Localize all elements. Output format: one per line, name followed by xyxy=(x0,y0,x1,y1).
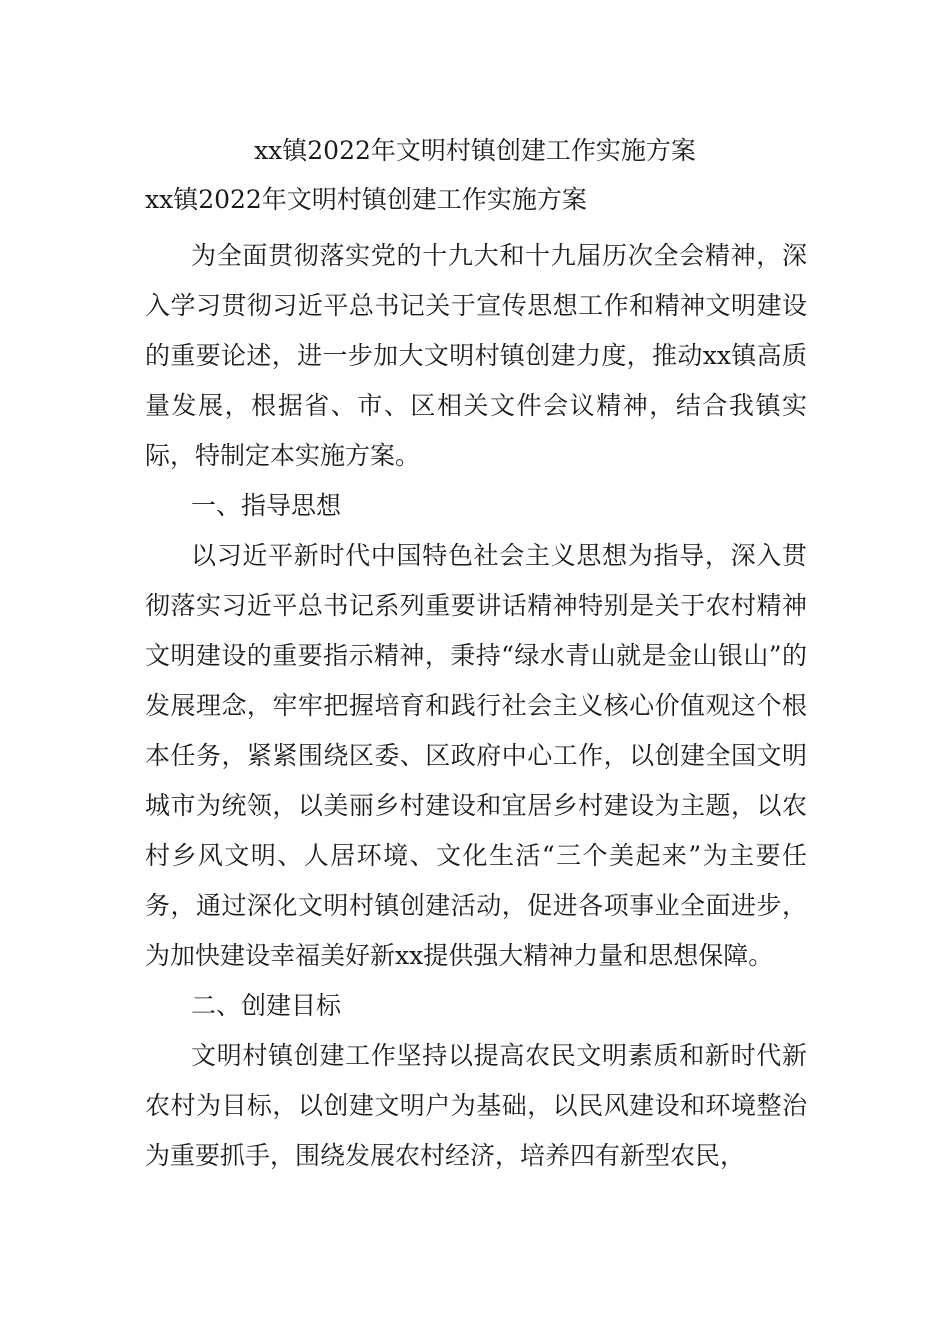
section-heading-guiding-ideology: 一、指导思想 xyxy=(191,491,342,520)
intro-paragraph: 为全面贯彻落实党的十九大和十九届历次全会精神，深入学习贯彻习近平总书记关于宣传思想工作和精神文明建设的重要论述，进一步加大文明村镇创建力度，推动xx镇高质量发展，根据省、市、区相关文件会议精神，结合我镇实际，特制定本实施方案。 xyxy=(145,241,807,470)
creation-goals-paragraph: 文明村镇创建工作坚持以提高农民文明素质和新时代新农村为目标，以创建文明户为基础，以民风建设和环境整治为重要抓手，围绕发展农村经济，培养四有新型农民， xyxy=(145,1041,807,1170)
document-title: xx镇2022年文明村镇创建工作实施方案 xyxy=(254,136,696,165)
guiding-ideology-paragraph: 以习近平新时代中国特色社会主义思想为指导，深入贯彻落实习近平总书记系列重要讲话精神特别是关于农村精神文明建设的重要指示精神，秉持“绿水青山就是金山银山”的发展理念，牢牢把握培育和践行社会主义核心价值观这个根本任务，紧紧围绕区委、区政府中心工作，以创建全国文明城市为统领，以美丽乡村建设和宜居乡村建设为主题，以农村乡风文明、人居环境、文化生活“三个美起来”为主要任务，通过深化文明村镇创建活动，促进各项事业全面进步，为加快建设幸福美好新xx提供强大精神力量和思想保障。 xyxy=(145,541,807,970)
document-subtitle: xx镇2022年文明村镇创建工作实施方案 xyxy=(145,185,587,214)
document-body xyxy=(145,231,807,1181)
section-heading-creation-goals: 二、创建目标 xyxy=(191,991,342,1020)
